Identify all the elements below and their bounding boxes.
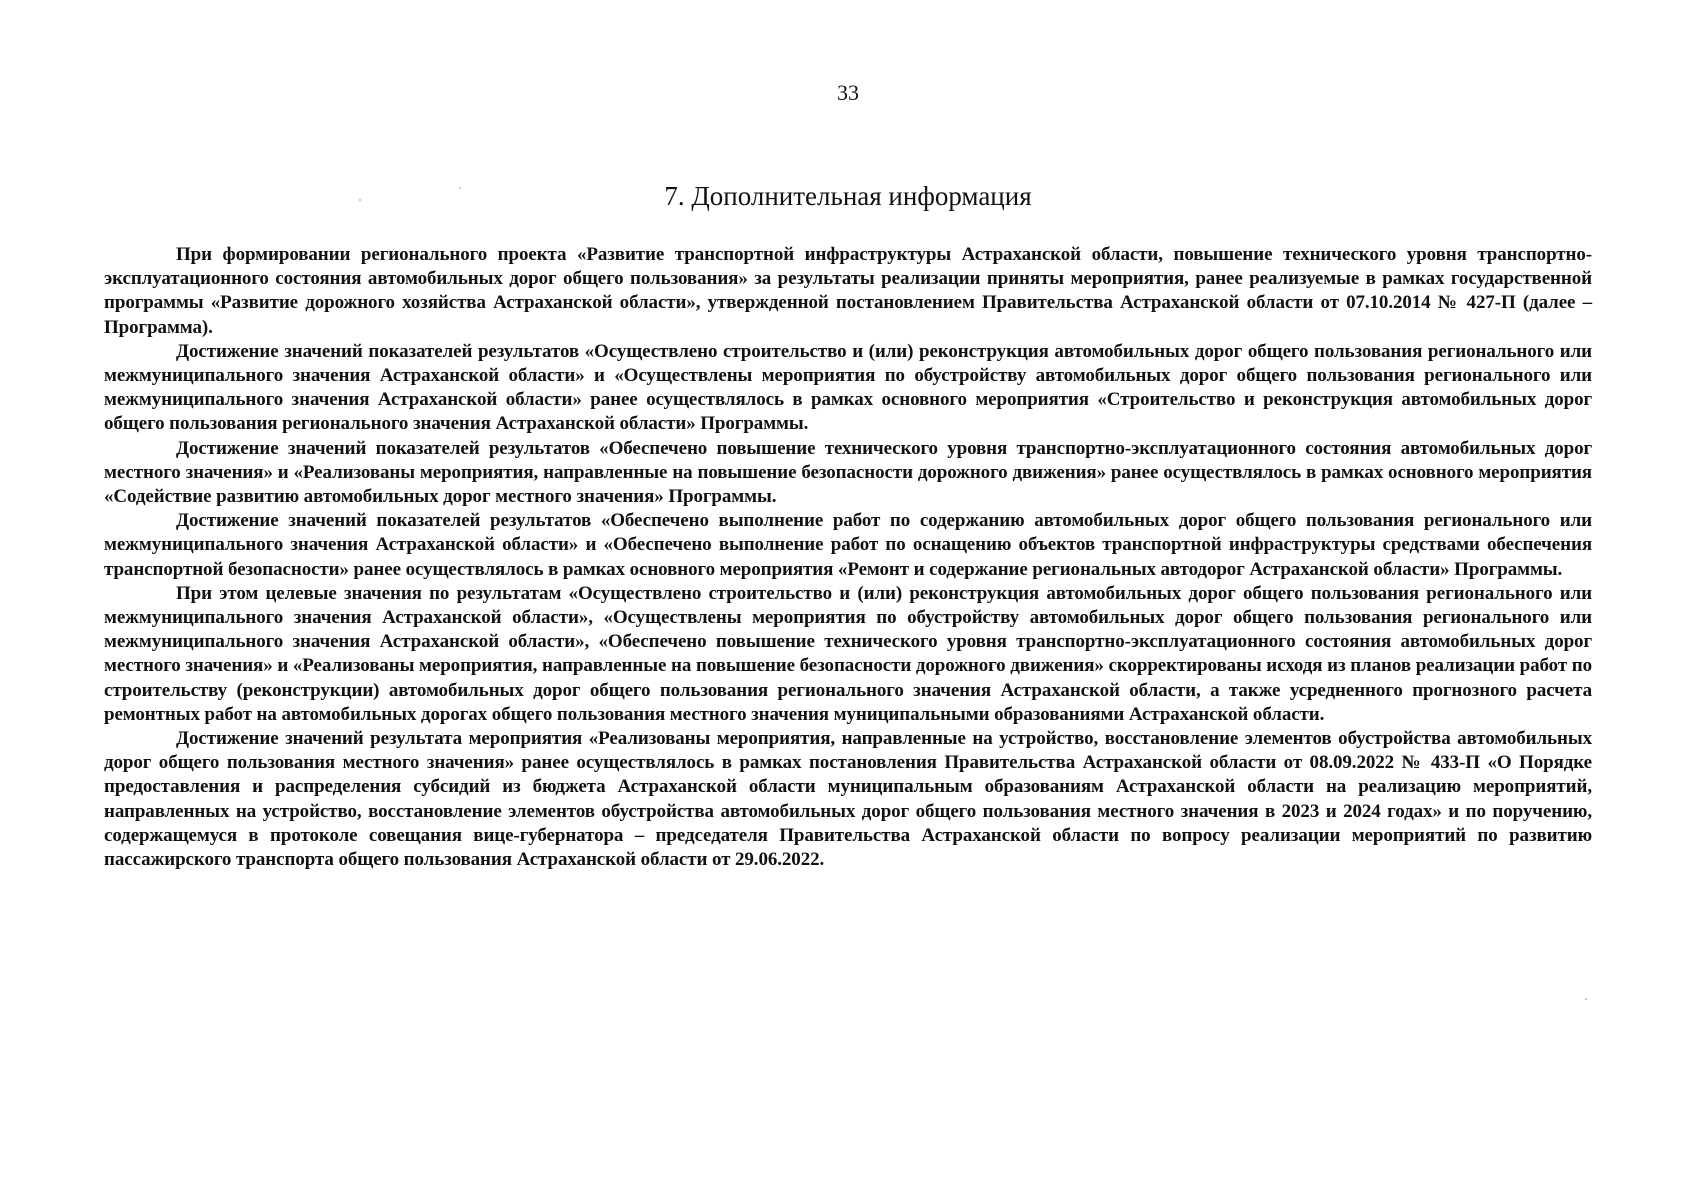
page-number: 33 <box>837 80 859 105</box>
scan-speck <box>1585 998 1587 1000</box>
document-body <box>104 243 1592 872</box>
paragraph-4: Достижение значений показателей результатов «Обеспечено выполнение работ по содержанию автомобильных дорог общего пользования регионального или межмуниципального значения Астраханской области» и «Обеспечено выполнение работ по оснащению объектов транспортной инфраструктуры средствами обеспечения транспортной безопасности» ранее осуществлялось в рамках основного мероприятия «Ремонт и содержание региональных автодорог Астраханской области» Программы. <box>104 510 1592 580</box>
paragraph-1: При формировании регионального проекта «Развитие транспортной инфраструктуры Астраханской области, повышение технического уровня транспортно-эксплуатационного состояния автомобильных дорог общего пользования» за результаты реализации приняты мероприятия, ранее реализуемые в рамках государственной программы «Развитие дорожного хозяйства Астраханской области», утвержденной постановлением Правительства Астраханской области от 07.10.2014 № 427-П (далее – Программа). <box>104 244 1592 338</box>
scan-speck <box>459 187 461 189</box>
paragraph-5: При этом целевые значения по результатам «Осуществлено строительство и (или) реконструкция автомобильных дорог общего пользования регионального или межмуниципального значения Астраханской области», «Осуществлены мероприятия по обустройству автомобильных дорог общего пользования регионального или межмуниципального значения Астраханской области», «Обеспечено повышение технического уровня транспортно-эксплуатационного состояния автомобильных дорог местного значения» и «Реализованы мероприятия, направленные на повышение безопасности дорожного движения» скорректированы исходя из планов реализации работ по строительству (реконструкции) автомобильных дорог общего пользования регионального значения Астраханской области, а также усредненного прогнозного расчета ремонтных работ на автомобильных дорогах общего пользования местного значения муниципальными образованиями Астраханской области. <box>104 582 1592 725</box>
paragraph-6: Достижение значений результата мероприятия «Реализованы мероприятия, направленные на устройство, восстановление элементов обустройства автомобильных дорог общего пользования местного значения» ранее осуществлялось в рамках постановления Правительства Астраханской области от 08.09.2022 № 433-П «О Порядке предоставления и распределения субсидий из бюджета Астраханской области муниципальным образованиям Астраханской области на реализацию мероприятий, направленных на устройство, восстановление элементов обустройства автомобильных дорог общего пользования местного значения в 2023 и 2024 годах» и по поручению, содержащемуся в протоколе совещания вице-губернатора – председателя Правительства Астраханской области по вопросу реализации мероприятий по развитию пассажирского транспорта общего пользования Астраханской области от 29.06.2022. <box>104 728 1592 871</box>
paragraph-2: Достижение значений показателей результатов «Осуществлено строительство и (или) реконструкция автомобильных дорог общего пользования регионального или межмуниципального значения Астраханской области» и «Осуществлены мероприятия по обустройству автомобильных дорог общего пользования регионального или межмуниципального значения Астраханской области» ранее осуществлялось в рамках основного мероприятия «Строительство и реконструкция автомобильных дорог общего пользования регионального значения Астраханской области» Программы. <box>104 340 1592 435</box>
scan-speck <box>359 199 361 201</box>
paragraph-3: Достижение значений показателей результатов «Обеспечено повышение технического уровня транспортно-эксплуатационного состояния автомобильных дорог местного значения» и «Реализованы мероприятия, направленные на повышение безопасности дорожного движения» ранее осуществлялось в рамках основного мероприятия «Содействие развитию автомобильных дорог местного значения» Программы. <box>104 437 1592 508</box>
section-title: 7. Дополнительная информация <box>664 181 1032 211</box>
